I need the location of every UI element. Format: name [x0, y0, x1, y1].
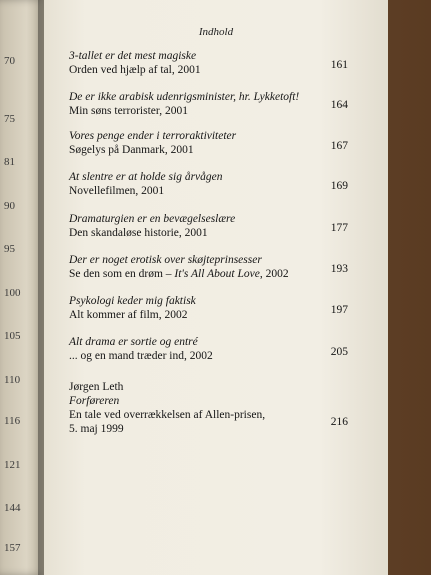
entry-subtitle: Den skandaløse historie, 2001: [69, 227, 208, 239]
entry-date: 5. maj 1999: [69, 423, 124, 435]
left-page-number: 70: [4, 55, 15, 67]
entry-subtitle: Min søns terrorister, 2001: [69, 105, 188, 117]
entry-page-number: 216: [330, 416, 348, 428]
toc-entry: [69, 294, 354, 322]
film-title: It's All About Love: [174, 268, 260, 280]
entry-page-number: 164: [330, 99, 348, 111]
entry-author: Jørgen Leth: [69, 381, 124, 393]
left-page-number: 144: [4, 502, 21, 514]
toc-entry: [69, 49, 354, 77]
entry-subtitle: Orden ved hjælp af tal, 2001: [69, 64, 201, 76]
entry-title: Forføreren: [69, 395, 120, 407]
left-page-number: 81: [4, 156, 15, 168]
entry-page-number: 205: [330, 346, 348, 358]
left-page-number: 105: [4, 330, 21, 342]
toc-entry: [69, 253, 354, 281]
entry-subtitle: Se den som en drøm – It's All About Love, 2002: [69, 268, 289, 280]
entry-page-number: 169: [330, 180, 348, 192]
entry-description: En tale ved overrækkelsen af Allen-prisen,: [69, 409, 266, 421]
entry-subtitle: Søgelys på Danmark, 2001: [69, 144, 194, 156]
left-page-number: 95: [4, 243, 15, 255]
entry-page-number: 177: [330, 222, 348, 234]
entry-title: Der er noget erotisk over skøjteprinsesser: [69, 254, 262, 266]
entry-title: Psykologi keder mig faktisk: [69, 295, 196, 307]
left-page-number: 90: [4, 200, 15, 212]
entry-page-number: 197: [330, 304, 348, 316]
left-page-number: 116: [4, 415, 21, 427]
toc-entry: [69, 212, 354, 240]
entry-title: Dramaturgien er en bevægelseslære: [69, 213, 236, 225]
entry-title: Vores penge ender i terroraktiviteter: [69, 130, 237, 142]
entry-page-number: 193: [330, 263, 348, 275]
entry-subtitle: ... og en mand træder ind, 2002: [69, 350, 213, 362]
entry-title: De er ikke arabisk udenrigsminister, hr. Lykketoft!: [69, 91, 300, 103]
left-page-number: 110: [4, 374, 21, 386]
left-page-number: 100: [4, 287, 21, 299]
entry-title: At slentre er at holde sig årvågen: [69, 171, 223, 183]
entry-subtitle: Alt kommer af film, 2002: [69, 309, 188, 321]
toc-entry: [69, 170, 354, 198]
left-page-number: 121: [4, 459, 21, 471]
page-header: Indhold: [198, 26, 234, 38]
entry-title: 3-tallet er det mest magiske: [69, 50, 197, 62]
toc-entry: [69, 335, 354, 363]
toc-entry: [69, 129, 354, 157]
contents-page: [44, 0, 388, 575]
entry-page-number: 167: [330, 140, 348, 152]
entry-subtitle: Novellefilmen, 2001: [69, 185, 165, 197]
entry-title: Alt drama er sortie og entré: [69, 336, 198, 348]
toc-entry: [69, 90, 354, 118]
left-page-number: 157: [4, 542, 21, 554]
entry-page-number: 161: [330, 59, 348, 71]
left-page-number: 75: [4, 113, 15, 125]
toc-entry-final: [69, 380, 354, 436]
